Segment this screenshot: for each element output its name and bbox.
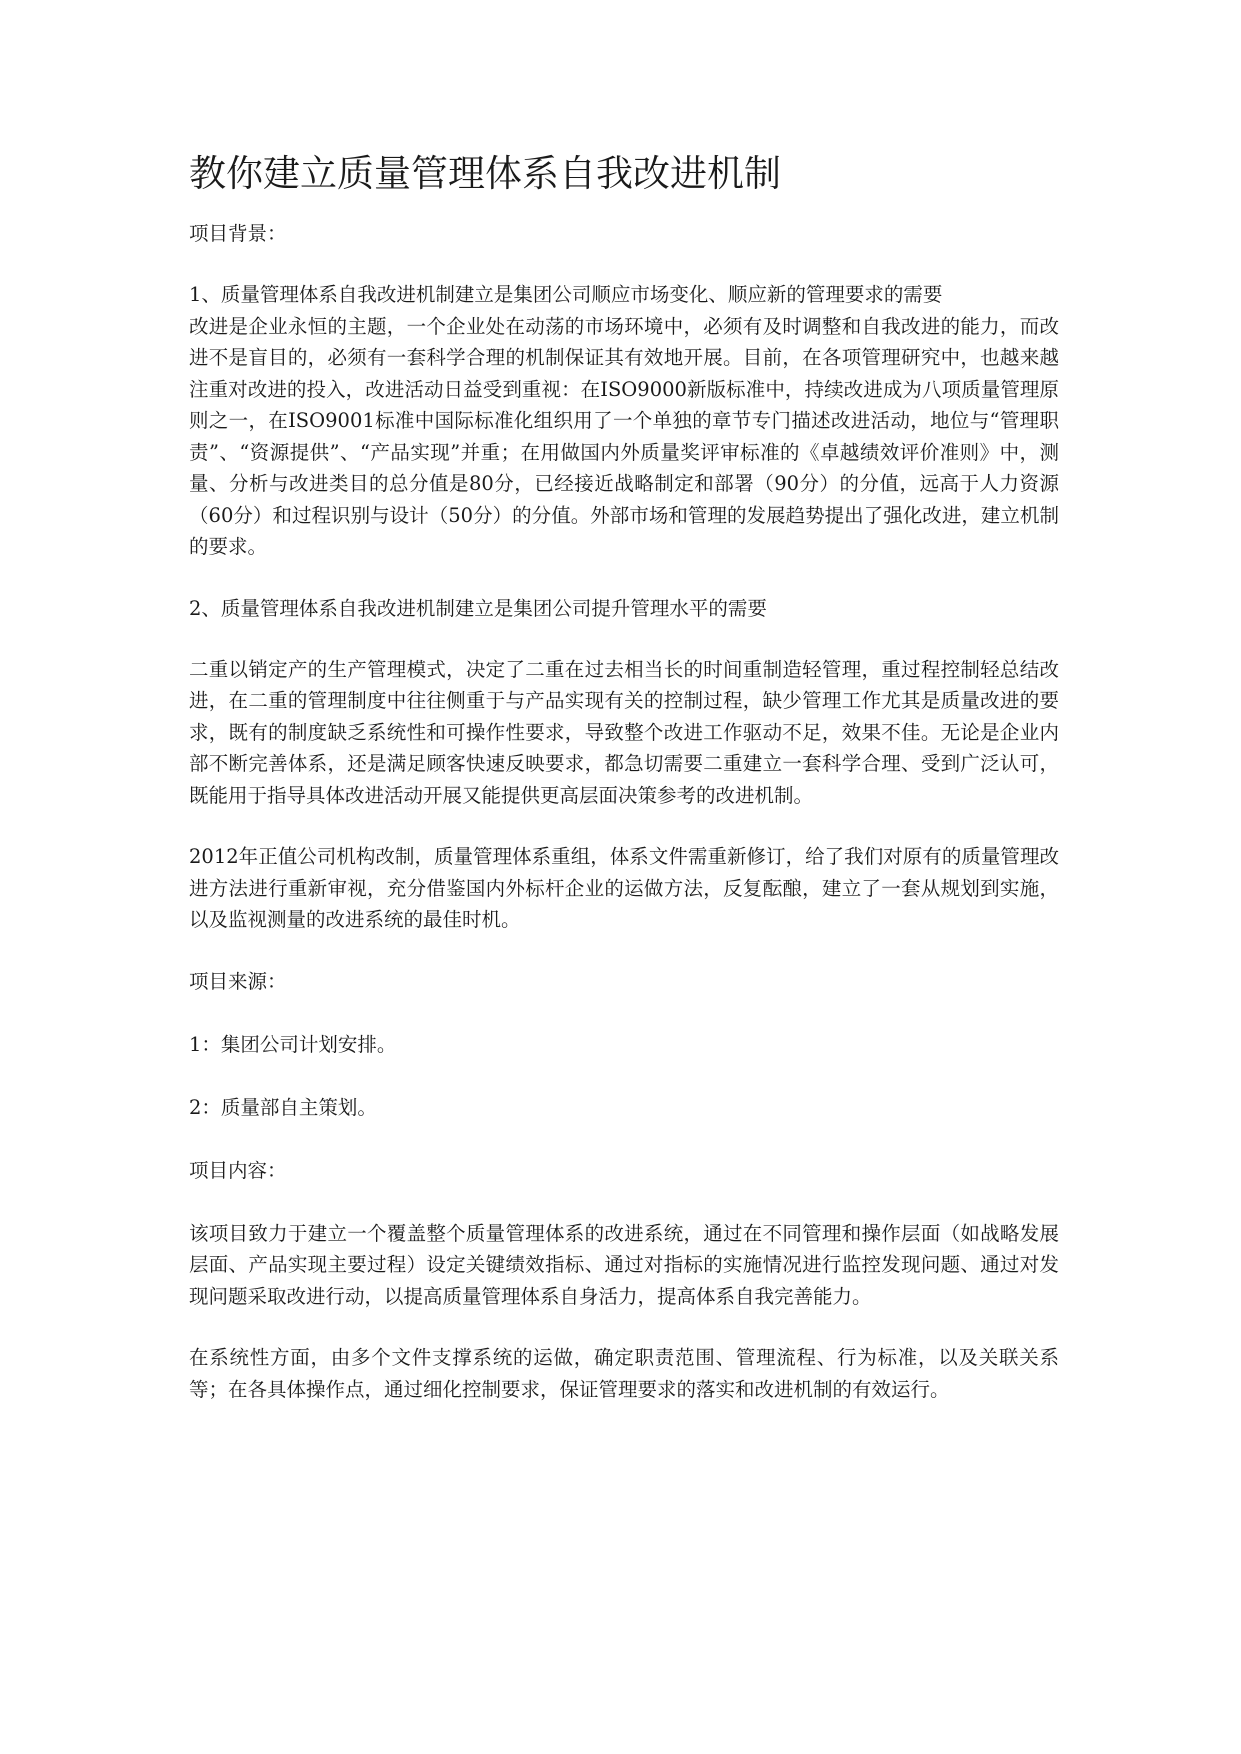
point1-body: 改进是企业永恒的主题，一个企业处在动荡的市场环境中，必须有及时调整和自我改进的能力，而改进不是盲目的，必须有一套科学合理的机制保证其有效地开展。目前，在各项管理研究中，也越来越注重对改进的投入，改进活动日益受到重视：在ISO9000新版标准中，持续改进成为八项质量管理原则之一，在ISO9001标准中国际标准化组织用了一个单独的章节专门描述改进活动，地位与“管理职责”、“资源提供”、“产品实现”并重；在用做国内外质量奖评审标准的《卓越绩效评价准则》中，测量、分析与改进类目的总分值是80分，已经接近战略制定和部署（90分）的分值，远高于人力资源（60分）和过程识别与设计（50分）的分值。外部市场和管理的发展趋势提出了强化改进，建立机制的要求。: [189, 314, 1059, 559]
source-item-1: 1：集团公司计划安排。: [189, 1032, 397, 1056]
source-heading: 项目来源：: [189, 969, 287, 993]
content-paragraph-1: 该项目致力于建立一个覆盖整个质量管理体系的改进系统，通过在不同管理和操作层面（如战略发展层面、产品实现主要过程）设定关键绩效指标、通过对指标的实施情况进行监控发现问题、通过对发现问题采取改进行动，以提高质量管理体系自身活力，提高体系自我完善能力。: [189, 1221, 1059, 1308]
document-title: 教你建立质量管理体系自我改进机制: [189, 152, 781, 195]
content-paragraph-2: 在系统性方面，由多个文件支撑系统的运做，确定职责范围、管理流程、行为标准，以及关联关系等；在各具体操作点，通过细化控制要求，保证管理要求的落实和改进机制的有效运行。: [189, 1346, 1059, 1401]
point2-body: 二重以销定产的生产管理模式，决定了二重在过去相当长的时间重制造轻管理，重过程控制轻总结改进，在二重的管理制度中往往侧重于与产品实现有关的控制过程，缺少管理工作尤其是质量改进的要求，既有的制度缺乏系统性和可操作性要求，导致整个改进工作驱动不足，效果不佳。无论是企业内部不断完善体系，还是满足顾客快速反映要求，都急切需要二重建立一套科学合理、受到广泛认可，既能用于指导具体改进活动开展又能提供更高层面决策参考的改进机制。: [189, 657, 1059, 807]
context-2012-paragraph: 2012年正值公司机构改制，质量管理体系重组，体系文件需重新修订，给了我们对原有的质量管理改进方法进行重新审视，充分借鉴国内外标杆企业的运做方法，反复酝酿，建立了一套从规划到实施，以及监视测量的改进系统的最佳时机。: [189, 845, 1059, 932]
point2-heading: 2、质量管理体系自我改进机制建立是集团公司提升管理水平的需要: [189, 596, 767, 620]
source-item-2: 2：质量部自主策划。: [189, 1095, 377, 1119]
background-heading: 项目背景：: [189, 222, 287, 246]
content-heading: 项目内容：: [189, 1158, 287, 1182]
point1-heading: 1、质量管理体系自我改进机制建立是集团公司顺应市场变化、顺应新的管理要求的需要: [189, 283, 943, 307]
document-page: [189, 150, 1059, 1435]
